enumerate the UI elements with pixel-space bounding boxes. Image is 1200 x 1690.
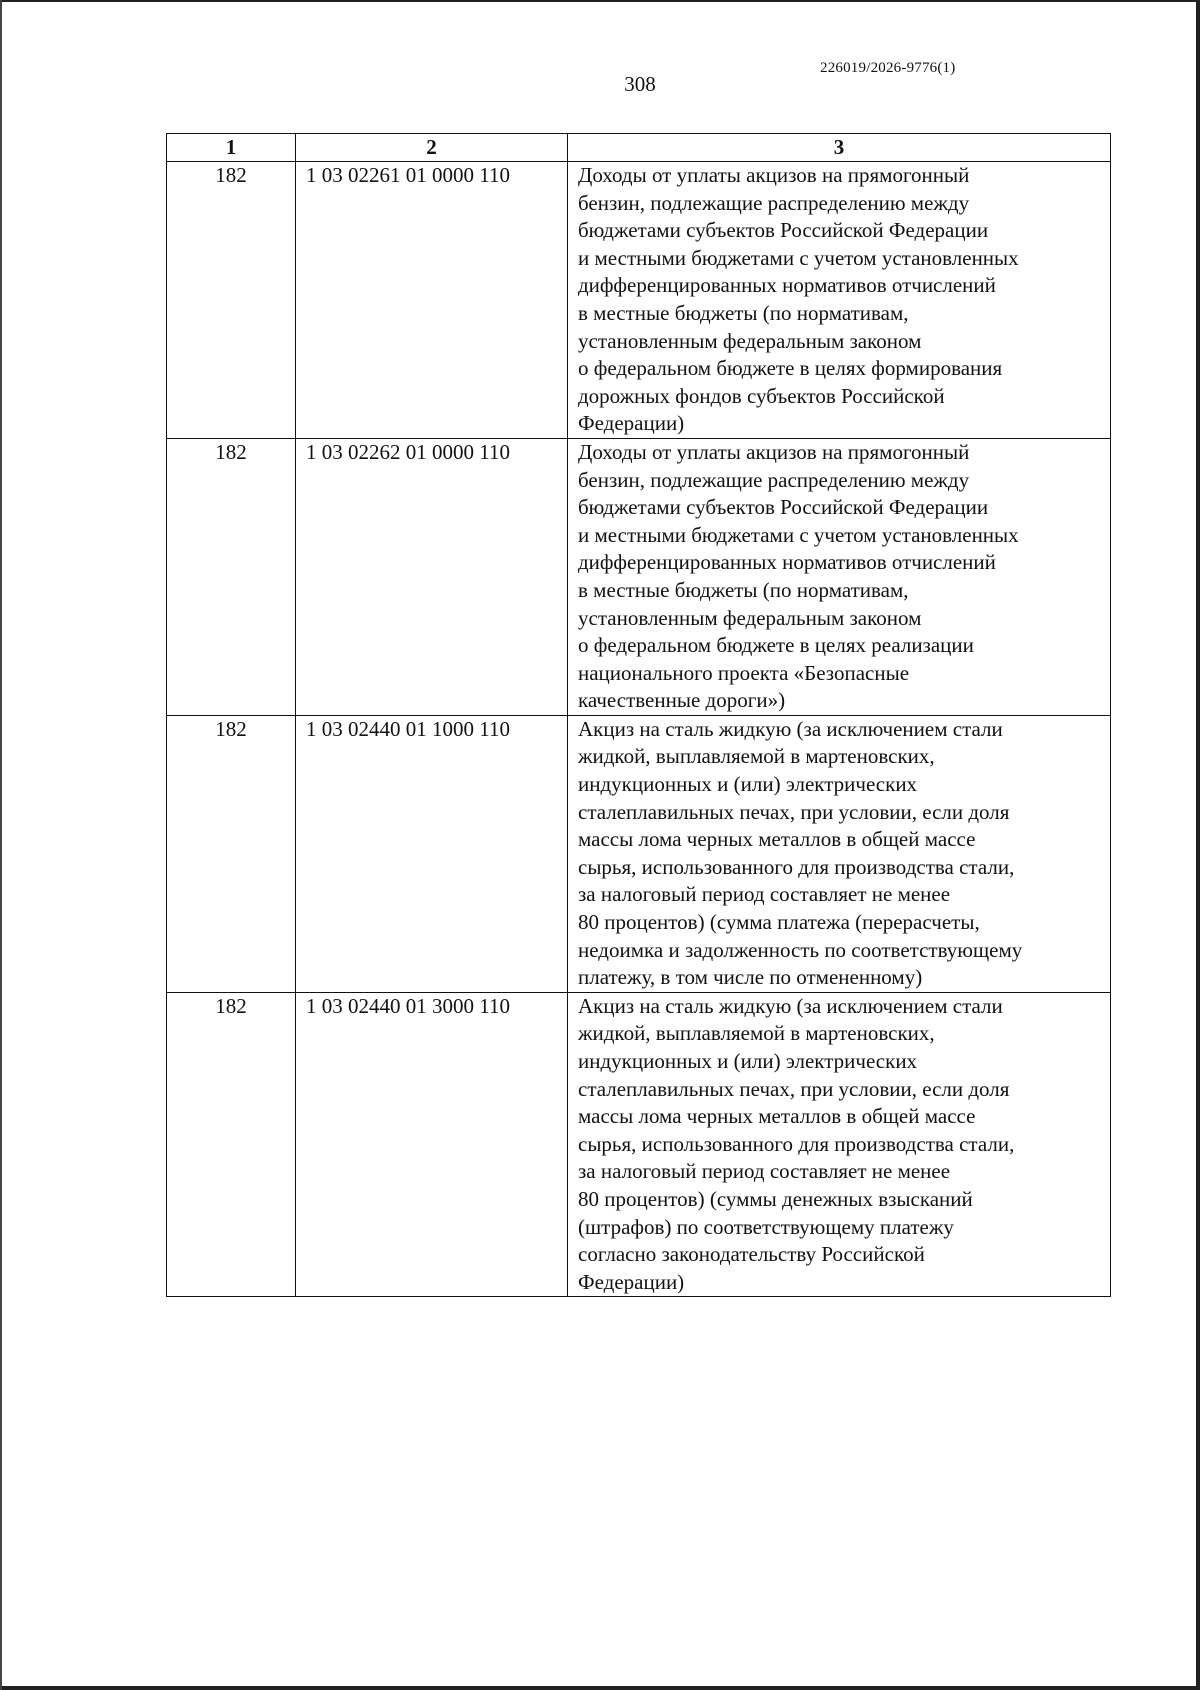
description-line: жидкой, выплавляемой в мартеновских, xyxy=(578,744,935,769)
description-line: сырья, использованного для производства стали, xyxy=(578,1131,1015,1156)
kbk-code-cell: 1 03 02261 01 0000 110 xyxy=(296,162,568,439)
description-line: бензин, подлежащие распределению между xyxy=(578,190,970,215)
description-line: в местные бюджеты (по нормативам, xyxy=(578,577,909,602)
description-line: сырья, использованного для производства стали, xyxy=(578,854,1015,879)
description-line: о федеральном бюджете в целях реализации xyxy=(578,633,974,658)
description-cell xyxy=(568,438,1111,715)
document-id: 226019/2026-9776(1) xyxy=(820,60,956,76)
admin-code-cell: 182 xyxy=(167,162,296,439)
admin-code-cell: 182 xyxy=(167,992,296,1297)
column-header-3: 3 xyxy=(568,134,1111,162)
table-header-row xyxy=(167,134,1111,162)
description-line: согласно законодательству Российской xyxy=(578,1242,925,1267)
description-line: индукционных и (или) электрических xyxy=(578,1049,918,1073)
description-line: бюджетами субъектов Российской Федерации xyxy=(578,218,989,243)
description-line: сталеплавильных печах, при условии, если доля xyxy=(578,799,1010,824)
description-cell xyxy=(568,162,1111,439)
description-line: 80 процентов) (сумма платежа (перерасчеты, xyxy=(578,910,980,935)
description-line: за налоговый период составляет не менее xyxy=(578,1159,951,1184)
description-line: массы лома черных металлов в общей массе xyxy=(578,1104,976,1129)
description-line: за налоговый период составляет не менее xyxy=(578,882,951,907)
description-line: жидкой, выплавляемой в мартеновских, xyxy=(578,1021,935,1046)
description-line: Доходы от уплаты акцизов на прямогонный xyxy=(578,163,970,187)
admin-code-cell: 182 xyxy=(167,438,296,715)
budget-codes-table xyxy=(166,133,1111,1297)
description-line: в местные бюджеты (по нормативам, xyxy=(578,300,909,325)
description-cell xyxy=(568,715,1111,992)
table-row xyxy=(167,715,1111,992)
description-cell xyxy=(568,992,1111,1297)
description-line: дифференцированных нормативов отчислений xyxy=(578,273,996,298)
description-line: сталеплавильных печах, при условии, если доля xyxy=(578,1076,1010,1101)
description-line: Акциз на сталь жидкую (за исключением стали xyxy=(578,716,1003,741)
description-line: и местными бюджетами с учетом установленных xyxy=(578,522,1019,547)
kbk-code-cell: 1 03 02262 01 0000 110 xyxy=(296,438,568,715)
description-line: качественные дороги») xyxy=(578,688,786,713)
scan-edge-bottom xyxy=(0,1686,1200,1690)
description-line: индукционных и (или) электрических xyxy=(578,772,918,797)
description-line: Федерации) xyxy=(578,1269,685,1294)
description-line: Федерации) xyxy=(578,411,685,436)
description-line: установленным федеральным законом xyxy=(578,605,922,630)
table-row xyxy=(167,992,1111,1297)
description-line: бензин, подлежащие распределению между xyxy=(578,467,970,492)
column-header-1: 1 xyxy=(167,134,296,162)
scan-edge-top xyxy=(0,0,1200,2)
description-line: Доходы от уплаты акцизов на прямогонный xyxy=(578,439,970,464)
column-header-2: 2 xyxy=(296,134,568,162)
description-line: недоимка и задолженность по соответствующему xyxy=(578,937,1023,962)
table-row xyxy=(167,162,1111,439)
kbk-code-cell: 1 03 02440 01 3000 110 xyxy=(296,992,568,1297)
description-line: (штрафов) по соответствующему платежу xyxy=(578,1214,954,1239)
kbk-code-cell: 1 03 02440 01 1000 110 xyxy=(296,715,568,992)
description-line: о федеральном бюджете в целях формирования xyxy=(578,356,1003,381)
scan-edge-left xyxy=(0,0,2,1690)
scan-edge-right xyxy=(1196,0,1200,1690)
description-line: массы лома черных металлов в общей массе xyxy=(578,827,976,852)
admin-code-cell: 182 xyxy=(167,715,296,992)
description-line: платежу, в том числе по отмененному) xyxy=(578,965,923,990)
description-line: 80 процентов) (суммы денежных взысканий xyxy=(578,1186,973,1211)
description-line: дорожных фондов субъектов Российской xyxy=(578,383,945,408)
table-row xyxy=(167,438,1111,715)
description-line: дифференцированных нормативов отчислений xyxy=(578,550,996,575)
description-line: Акциз на сталь жидкую (за исключением стали xyxy=(578,993,1003,1018)
description-line: национального проекта «Безопасные xyxy=(578,660,910,685)
description-line: установленным федеральным законом xyxy=(578,328,922,353)
page-number: 308 xyxy=(624,72,656,96)
table-body xyxy=(167,162,1111,1297)
description-line: бюджетами субъектов Российской Федерации xyxy=(578,495,989,520)
description-line: и местными бюджетами с учетом установленных xyxy=(578,245,1019,270)
